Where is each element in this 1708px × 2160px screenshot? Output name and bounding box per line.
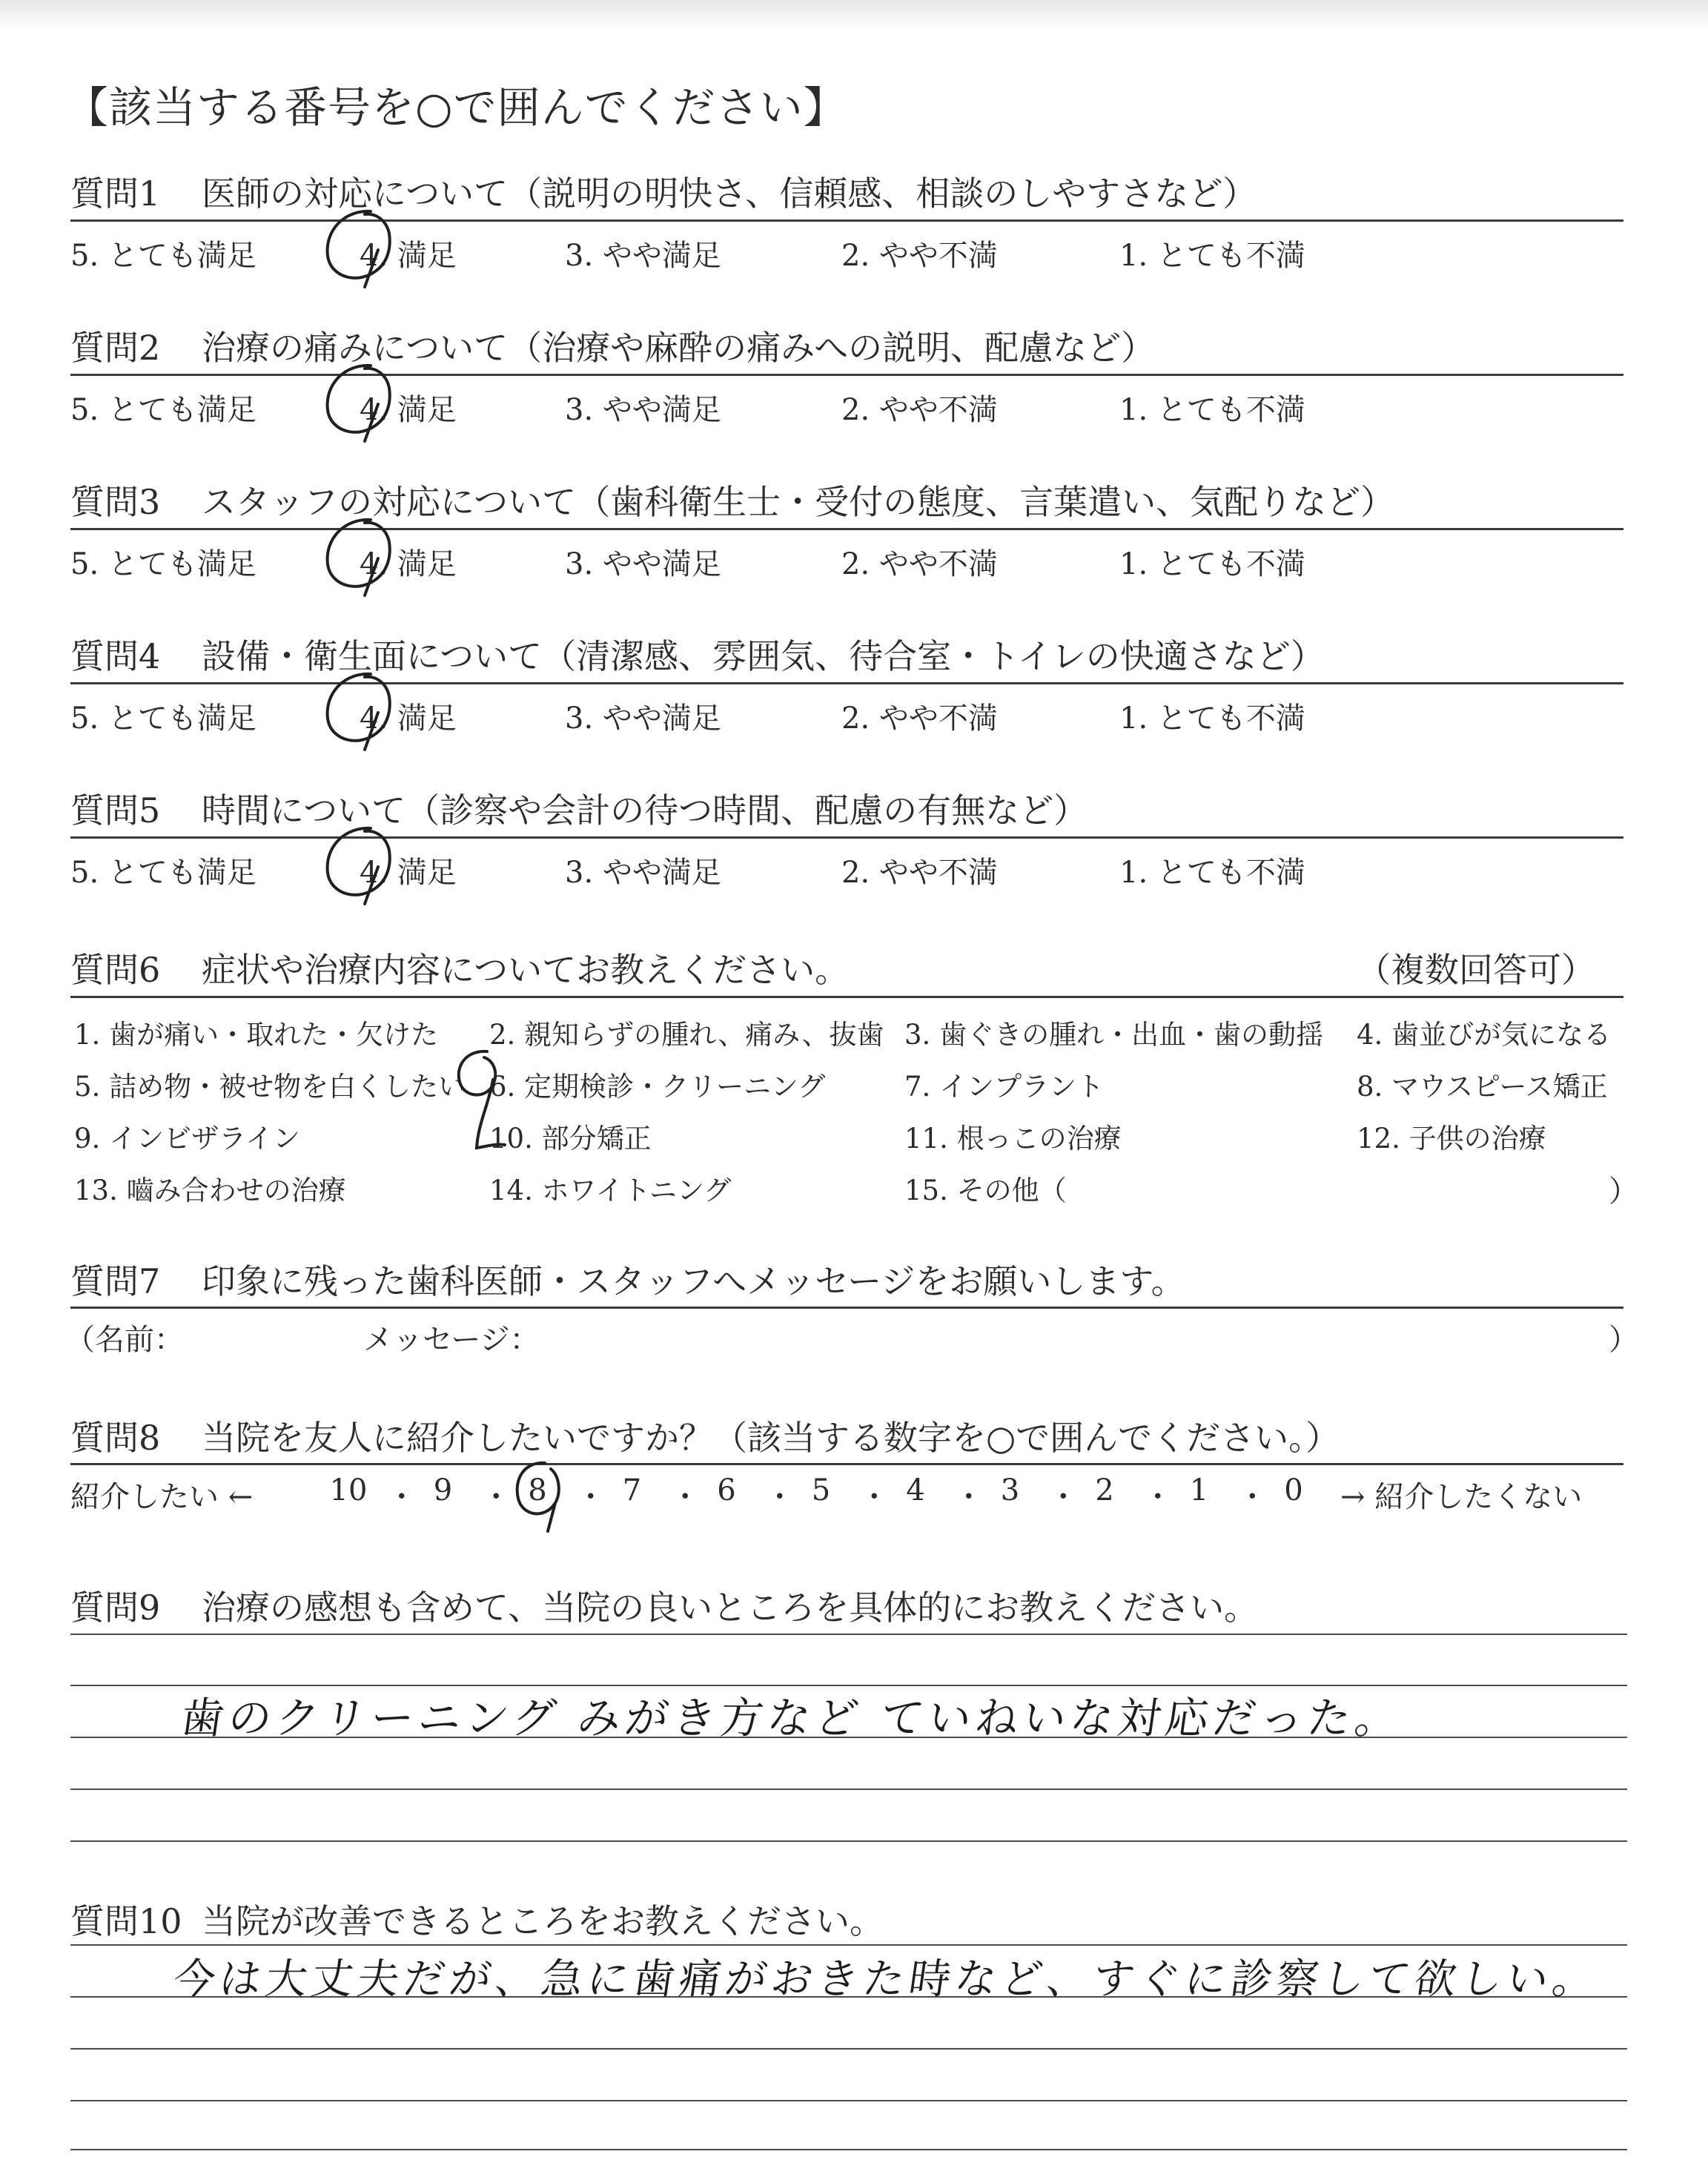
question-text: スタッフの対応について（歯科衛生士・受付の態度、言葉遣い、気配りなど）	[202, 482, 1395, 522]
scale-separator: ・	[764, 1480, 795, 1514]
question-text: 印象に残った歯科医師・スタッフへメッセージをお願いします。	[202, 1261, 1185, 1301]
scale-separator: ・	[481, 1480, 512, 1514]
rating-option[interactable]: 3. やや満足	[565, 547, 721, 581]
question-label: 質問8	[70, 1418, 161, 1458]
question-label: 質問7	[70, 1261, 161, 1301]
multiple-answers-note: （複数回答可）	[1357, 950, 1595, 990]
rating-option[interactable]: 1. とても不満	[1119, 239, 1305, 273]
writing-line	[70, 1944, 1627, 1946]
question-label: 質問3	[70, 482, 161, 522]
scale-number[interactable]: 8	[528, 1473, 547, 1507]
rating-option[interactable]: 4. 満足	[360, 239, 457, 273]
message-closing-paren: ）	[1609, 1323, 1638, 1357]
writing-line	[70, 2149, 1627, 2150]
symptom-option[interactable]: 13. 嚙み合わせの治療	[74, 1175, 346, 1206]
question-rule	[70, 528, 1623, 530]
symptom-option[interactable]: 9. インビザライン	[74, 1123, 300, 1155]
rating-option[interactable]: 3. やや満足	[565, 393, 721, 427]
symptom-option[interactable]: 12. 子供の治療	[1357, 1123, 1546, 1155]
symptom-option[interactable]: 14. ホワイトニング	[489, 1175, 732, 1206]
scale-number[interactable]: 6	[717, 1473, 736, 1507]
writing-line	[70, 2048, 1627, 2050]
other-closing-paren: ）	[1609, 1175, 1638, 1209]
rating-option[interactable]: 4. 満足	[360, 393, 457, 427]
question-text: 症状や治療内容についてお教えください。	[202, 950, 850, 990]
selection-circle-mark	[509, 1457, 569, 1539]
symptom-option[interactable]: 8. マウスピース矯正	[1357, 1071, 1608, 1103]
question-text: 時間について（診察や会計の待つ時間、配慮の有無など）	[202, 790, 1088, 830]
question-text: 医師の対応について（説明の明快さ、信頼感、相談のしやすさなど）	[202, 174, 1257, 214]
rating-option[interactable]: 2. やや不満	[841, 856, 998, 890]
rating-option[interactable]: 5. とても満足	[70, 239, 256, 273]
message-label: メッセージ：	[363, 1323, 540, 1357]
rating-option[interactable]: 1. とても不満	[1119, 856, 1305, 890]
handwritten-answer: 歯のクリーニング みがき方など ていねいな対応だった。	[177, 1693, 1406, 1743]
question-rule	[70, 996, 1623, 998]
question-text: 当院が改善できるところをお教えください。	[202, 1901, 884, 1941]
rating-option[interactable]: 5. とても満足	[70, 547, 256, 581]
rating-option[interactable]: 2. やや不満	[841, 701, 998, 736]
scale-right-label: → 紹介したくない	[1340, 1480, 1583, 1514]
symptom-option[interactable]: 6. 定期検診・クリーニング	[489, 1071, 826, 1103]
question-text: 当院を友人に紹介したいですか？（該当する数字を○で囲んでください。）	[202, 1418, 1340, 1458]
selection-circle-mark	[319, 667, 400, 756]
scale-number[interactable]: 9	[433, 1473, 453, 1507]
scale-number[interactable]: 2	[1095, 1473, 1114, 1507]
rating-option[interactable]: 3. やや満足	[565, 239, 721, 273]
rating-option[interactable]: 3. やや満足	[565, 856, 721, 890]
selection-circle-mark	[319, 821, 400, 910]
question-label: 質問10	[70, 1901, 182, 1941]
rating-option[interactable]: 5. とても満足	[70, 393, 256, 427]
question-rule	[70, 1463, 1623, 1465]
rating-option[interactable]: 1. とても不満	[1119, 393, 1305, 427]
question-rule	[70, 682, 1623, 684]
question-label: 質問1	[70, 174, 161, 214]
selection-circle-mark	[319, 358, 400, 447]
scale-number[interactable]: 10	[329, 1473, 368, 1507]
scale-number[interactable]: 4	[906, 1473, 925, 1507]
rating-option[interactable]: 2. やや不満	[841, 239, 998, 273]
rating-option[interactable]: 5. とても満足	[70, 701, 256, 736]
writing-line	[70, 1840, 1627, 1842]
rating-option[interactable]: 5. とても満足	[70, 856, 256, 890]
name-label: （名前：	[65, 1323, 184, 1357]
scale-left-label: 紹介したい ←	[70, 1480, 254, 1514]
scale-number[interactable]: 7	[622, 1473, 642, 1507]
question-rule	[70, 219, 1623, 222]
scale-separator: ・	[1048, 1480, 1079, 1514]
question-text: 治療の痛みについて（治療や麻酔の痛みへの説明、配慮など）	[202, 328, 1156, 368]
rating-option[interactable]: 4. 満足	[360, 547, 457, 581]
scan-edge	[0, 0, 1708, 30]
symptom-option[interactable]: 4. 歯並びが気になる	[1357, 1019, 1612, 1051]
rating-option[interactable]: 2. やや不満	[841, 393, 998, 427]
question-rule	[70, 1307, 1623, 1309]
question-text: 設備・衛生面について（清潔感、雰囲気、待合室・トイレの快適さなど）	[202, 636, 1325, 676]
scale-separator: ・	[1142, 1480, 1173, 1514]
rating-option[interactable]: 3. やや満足	[565, 701, 721, 736]
writing-line	[70, 2100, 1627, 2101]
scale-separator: ・	[386, 1480, 417, 1514]
rating-option[interactable]: 1. とても不満	[1119, 547, 1305, 581]
question-label: 質問5	[70, 790, 161, 830]
symptom-option[interactable]: 5. 詰め物・被せ物を白くしたい	[74, 1071, 466, 1103]
scale-separator: ・	[953, 1480, 984, 1514]
scale-separator: ・	[670, 1480, 701, 1514]
scale-separator: ・	[1237, 1480, 1268, 1514]
handwritten-answer: 今は大丈夫だが、急に歯痛がおきた時など、すぐに診察して欲しい。	[170, 1955, 1602, 2004]
selection-circle-mark	[319, 204, 400, 293]
scale-number[interactable]: 0	[1284, 1473, 1303, 1507]
symptom-option[interactable]: 3. 歯ぐきの腫れ・出血・歯の動揺	[904, 1019, 1324, 1051]
scale-separator: ・	[575, 1480, 606, 1514]
writing-line	[70, 1789, 1627, 1790]
rating-option[interactable]: 1. とても不満	[1119, 701, 1305, 736]
scale-number[interactable]: 5	[811, 1473, 831, 1507]
selection-circle-mark	[319, 512, 400, 601]
symptom-option[interactable]: 2. 親知らずの腫れ、痛み、抜歯	[489, 1019, 884, 1051]
rating-option[interactable]: 2. やや不満	[841, 547, 998, 581]
question-label: 質問4	[70, 636, 161, 676]
question-label: 質問2	[70, 328, 161, 368]
scale-separator: ・	[859, 1480, 890, 1514]
selection-circle-mark	[448, 1046, 515, 1157]
writing-line	[70, 1634, 1627, 1635]
symptom-option[interactable]: 1. 歯が痛い・取れた・欠けた	[74, 1019, 439, 1051]
symptom-option[interactable]: 15. その他（	[904, 1175, 1067, 1206]
rating-option[interactable]: 4. 満足	[360, 856, 457, 890]
scale-number[interactable]: 3	[1000, 1473, 1020, 1507]
symptom-option[interactable]: 7. インプラント	[904, 1071, 1105, 1103]
question-label: 質問9	[70, 1588, 161, 1628]
scale-number[interactable]: 1	[1189, 1473, 1209, 1507]
rating-option[interactable]: 4. 満足	[360, 701, 457, 736]
symptom-option[interactable]: 10. 部分矯正	[489, 1123, 652, 1155]
question-label: 質問6	[70, 950, 161, 990]
form-heading: 【該当する番号を○で囲んでください】	[65, 82, 847, 133]
question-rule	[70, 836, 1623, 839]
question-rule	[70, 374, 1623, 376]
symptom-option[interactable]: 11. 根っこの治療	[904, 1123, 1122, 1155]
question-text: 治療の感想も含めて、当院の良いところを具体的にお教えください。	[202, 1588, 1259, 1628]
